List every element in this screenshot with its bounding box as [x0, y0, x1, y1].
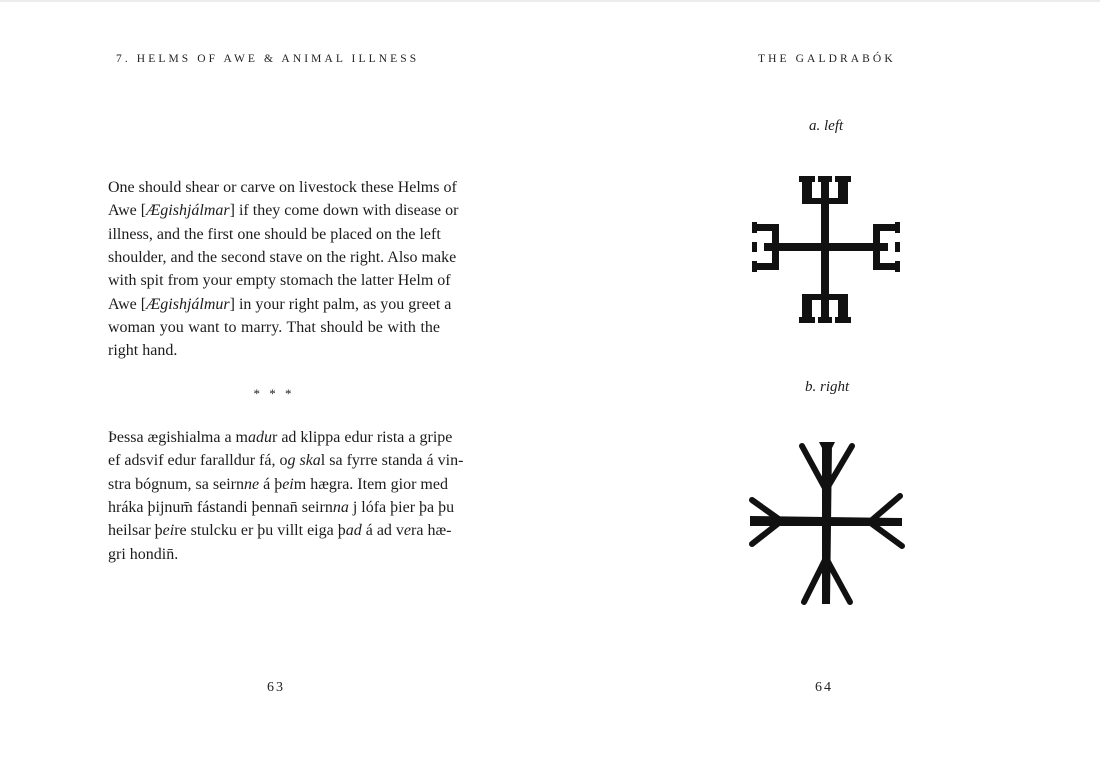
running-head-left: 7. HELMS OF AWE & ANIMAL ILLNESS [116, 53, 420, 65]
text-line [108, 247, 457, 269]
text-line [108, 177, 457, 199]
text-line [108, 497, 455, 519]
italic-text: ne [243, 475, 260, 493]
text-run: right hand. [108, 342, 178, 360]
text-line [108, 474, 448, 496]
text-run: m hægra. Item gior med [293, 475, 448, 493]
text-run: re stulcku er þu villt eiga þ [174, 522, 346, 540]
text-line [108, 317, 440, 339]
text-run: j lófa þier þa þu [348, 498, 455, 516]
text-run: Þessa ægishialma a m [108, 429, 248, 446]
italic-text: ad [345, 522, 362, 540]
right-page [550, 0, 1100, 770]
italic-text: ska [299, 452, 321, 470]
text-run: hráka þijnum̄ fástandi þennan̄ seirn [108, 498, 333, 516]
text-run: ef adsvif edur faralldur fá, o [108, 452, 288, 470]
italic-text: adu [247, 429, 272, 446]
helm-of-awe-stave-right-icon [746, 440, 906, 608]
text-line [108, 340, 440, 362]
text-line [108, 544, 440, 566]
italic-text: ei [282, 475, 294, 493]
figure-caption-b: b. right [805, 379, 850, 395]
text-line [108, 270, 451, 292]
italic-text: e [403, 522, 412, 540]
helm-of-awe-stave-left-icon [752, 172, 900, 327]
italic-text: na [332, 498, 349, 516]
text-line [108, 224, 440, 246]
italic-text: ei [162, 522, 175, 540]
text-line [108, 520, 452, 542]
text-run: á þ [259, 475, 283, 493]
text-run: stra bógnum, sa seirn [108, 475, 244, 493]
text-run: ra hæ- [411, 522, 452, 540]
text-run: shoulder, and the second stave on the right. Also make [108, 248, 457, 266]
text-run: Awe [ [108, 295, 147, 313]
page-number-right: 64 [815, 680, 833, 695]
page-number-left: 63 [267, 680, 285, 695]
text-run: ] in your right palm, as you greet a [229, 295, 452, 313]
italic-text: g [287, 452, 296, 470]
text-line [108, 427, 453, 449]
italic-text: Ægishjálmur [146, 295, 230, 313]
text-run: gri hondin̄. [108, 545, 179, 563]
text-run: illness, and the first one should be placed on the left [108, 225, 441, 243]
figure-caption-a: a. left [809, 118, 844, 134]
text-run: Awe [ [108, 202, 147, 220]
text-run: heilsar þ [108, 522, 163, 540]
italic-text: Ægishjálmar [146, 202, 230, 220]
text-line [108, 450, 464, 472]
text-run: One should shear or carve on livestock these Helms of [108, 179, 457, 196]
text-run: á ad v [361, 522, 404, 540]
text-run: woman you want to marry. That should be with the [108, 318, 440, 336]
text-run: r ad klippa edur rista a gripe [271, 429, 453, 446]
text-line [108, 294, 452, 316]
running-head-right: THE GALDRABÓK [758, 53, 896, 65]
text-run: l sa fyrre standa á vin- [320, 452, 464, 470]
text-line [108, 200, 459, 222]
section-break: * * * [253, 386, 295, 401]
text-run: with spit from your empty stomach the latter Helm of [108, 272, 451, 290]
text-run: ] if they come down with disease or [229, 202, 459, 220]
